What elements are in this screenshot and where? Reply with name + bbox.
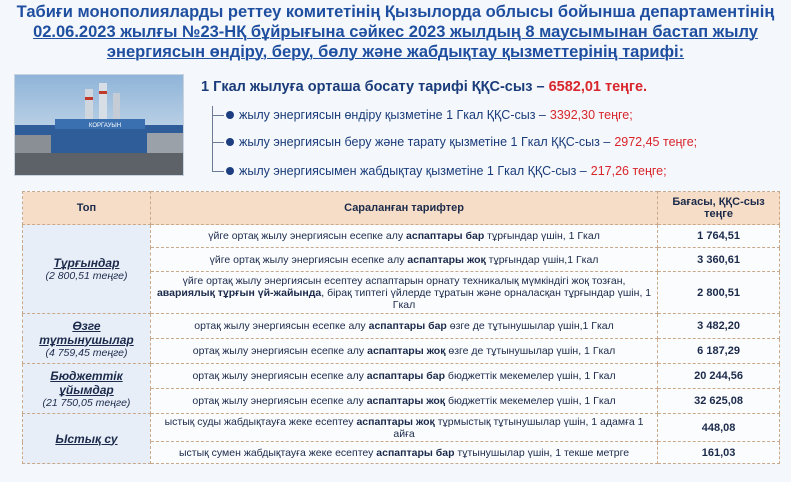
tariff-price: 2 800,51 bbox=[658, 272, 780, 314]
power-plant-photo bbox=[14, 74, 184, 176]
tariff-price: 32 625,08 bbox=[658, 389, 780, 414]
tariff-description bbox=[150, 364, 657, 389]
component-label: жылу энергиясын беру және тарату қызметіне 1 Гкал ҚҚС-сыз – bbox=[239, 135, 611, 149]
table-row bbox=[23, 414, 780, 442]
desc-text: бюджеттік мекемелер үшін, 1 Гкал bbox=[445, 370, 616, 382]
desc-emphasis: авариялық тұрғын үй-жайында bbox=[156, 286, 322, 299]
main-tariff-label: 1 Гкал жылуға орташа босату тарифі ҚҚС-сыз – bbox=[201, 79, 549, 95]
desc-text: өзге де тұтынушылар үшін, 1 Гкал bbox=[445, 345, 616, 357]
main-tariff-value: 6582,01 теңге. bbox=[548, 79, 648, 95]
title-line-2: 02.06.2023 жылғы №23-НҚ бұйрығына сәйкес 2023 жылдың 8 маусымынан бастап жылу bbox=[33, 23, 758, 41]
desc-text: тұрмыстық тұтынушылар үшін, 1 адамға 1 айға bbox=[393, 415, 644, 440]
desc-text: ыстық суды жабдықтауға жеке есептеу bbox=[164, 415, 357, 428]
desc-text: ыстық сумен жабдықтауға жеке есептеу bbox=[179, 446, 377, 459]
desc-text: ортақ жылу энергиясын есепке алу bbox=[192, 395, 367, 407]
group-name: Ыстық су bbox=[55, 431, 118, 446]
bullet-dot-icon bbox=[226, 167, 234, 175]
table-row bbox=[23, 225, 780, 248]
desc-emphasis: аспаптары бар bbox=[368, 320, 447, 332]
connector-tick bbox=[212, 115, 224, 116]
desc-emphasis: аспаптары жоқ bbox=[407, 253, 486, 266]
desc-text: бюджеттік мекемелер үшін, 1 Гкал bbox=[445, 395, 616, 407]
desc-text: өзге де тұтынушылар үшін,1 Гкал bbox=[446, 320, 614, 332]
desc-text: үйге ортақ жылу энергиясын есепке алу bbox=[209, 253, 408, 266]
main-tariff bbox=[201, 79, 647, 95]
bullet-dot-icon bbox=[226, 138, 234, 146]
desc-emphasis: аспаптары жоқ bbox=[366, 395, 446, 407]
desc-emphasis: аспаптары жоқ bbox=[356, 415, 435, 428]
component-value: 3392,30 теңге; bbox=[549, 108, 633, 122]
tariff-description bbox=[150, 389, 657, 414]
component-value: 2972,45 теңге; bbox=[614, 135, 698, 149]
group-cell-other-consumers bbox=[23, 314, 151, 364]
desc-text: тұрғындар үшін,1 Гкал bbox=[485, 253, 599, 266]
group-average: (21 750,05 теңге) bbox=[42, 396, 131, 409]
group-name: Тұрғындар bbox=[53, 256, 120, 270]
tariff-description bbox=[150, 314, 657, 339]
tariff-price: 3 360,61 bbox=[658, 248, 780, 272]
group-cell-hot-water bbox=[23, 414, 151, 464]
table-row bbox=[23, 364, 780, 389]
desc-text: үйге ортақ жылу энергиясын есептеу аспаптарын орнату техникалық мүмкіндігі жоқ тозған, bbox=[182, 274, 626, 287]
desc-text: үйге ортақ жылу энергиясын есепке алу bbox=[208, 230, 407, 242]
connector-tick bbox=[212, 171, 224, 172]
group-average: (4 759,45 теңге) bbox=[45, 346, 128, 359]
desc-emphasis: аспаптары бар bbox=[366, 370, 446, 382]
desc-text: , бірақ типтегі үйлерде тұратын және орналасқан тұрғындар үшін, 1 Гкал bbox=[321, 286, 652, 311]
group-name: Өзге тұтынушылар bbox=[39, 318, 134, 347]
tariff-description bbox=[150, 248, 657, 272]
tariff-price: 1 764,51 bbox=[658, 225, 780, 248]
component-item bbox=[212, 132, 697, 152]
component-value: 217,26 теңге; bbox=[590, 164, 667, 178]
component-label: жылу энергиясын өндіру қызметіне 1 Гкал ҚҚС-сыз – bbox=[239, 108, 546, 122]
group-cell-budget-organizations bbox=[23, 364, 151, 414]
desc-text: ортақ жылу энергиясын есепке алу bbox=[192, 345, 368, 357]
header-description: Сараланған тарифтер bbox=[150, 192, 657, 225]
tariff-price: 448,08 bbox=[658, 414, 780, 442]
desc-emphasis: аспаптары бар bbox=[406, 230, 485, 242]
bullet-dot-icon bbox=[226, 111, 234, 119]
title-line-1: Табиғи монополияларды реттеу комитетінің Қызылорда облысы бойынша департаментінің bbox=[16, 3, 775, 21]
tariff-price: 3 482,20 bbox=[658, 314, 780, 339]
tariff-components bbox=[212, 104, 782, 184]
component-item bbox=[212, 105, 633, 125]
tariff-price: 161,03 bbox=[658, 442, 780, 464]
tariff-description bbox=[150, 339, 657, 364]
connector-tick bbox=[212, 142, 224, 143]
component-label: жылу энергиясымен жабдықтау қызметіне 1 Гкал ҚҚС-сыз – bbox=[239, 164, 587, 178]
desc-emphasis: аспаптары бар bbox=[376, 446, 455, 459]
group-name: Бюджеттік ұйымдар bbox=[50, 368, 123, 397]
desc-emphasis: аспаптары жоқ bbox=[367, 345, 446, 357]
header-price: Бағасы, ҚҚС-сыз теңге bbox=[658, 192, 780, 225]
header-group: Топ bbox=[23, 192, 151, 225]
desc-text: тұрғындар үшін, 1 Гкал bbox=[484, 230, 600, 242]
tariff-table bbox=[22, 191, 780, 464]
table-row bbox=[23, 314, 780, 339]
desc-text: ортақ жылу энергиясын есепке алу bbox=[194, 320, 369, 332]
group-average: (2 800,51 теңге) bbox=[45, 270, 128, 282]
tariff-price: 6 187,29 bbox=[658, 339, 780, 364]
page-title bbox=[0, 2, 791, 62]
table-header-row bbox=[23, 192, 780, 225]
desc-text: тұтынушылар үшін, 1 текше метрге bbox=[454, 446, 630, 459]
tariff-description bbox=[150, 414, 657, 442]
desc-text: ортақ жылу энергиясын есепке алу bbox=[192, 370, 367, 382]
group-cell-residents bbox=[23, 225, 151, 314]
title-line-3: энергиясын өндіру, беру, бөлу және жабдықтау қызметтерінің тарифі: bbox=[106, 43, 685, 61]
component-item bbox=[212, 161, 667, 181]
tariff-price: 20 244,56 bbox=[658, 364, 780, 389]
tariff-description bbox=[150, 442, 657, 464]
tariff-description bbox=[150, 272, 657, 314]
plant-sign: КОРГАУЫН bbox=[88, 123, 122, 129]
tariff-description bbox=[150, 225, 657, 248]
